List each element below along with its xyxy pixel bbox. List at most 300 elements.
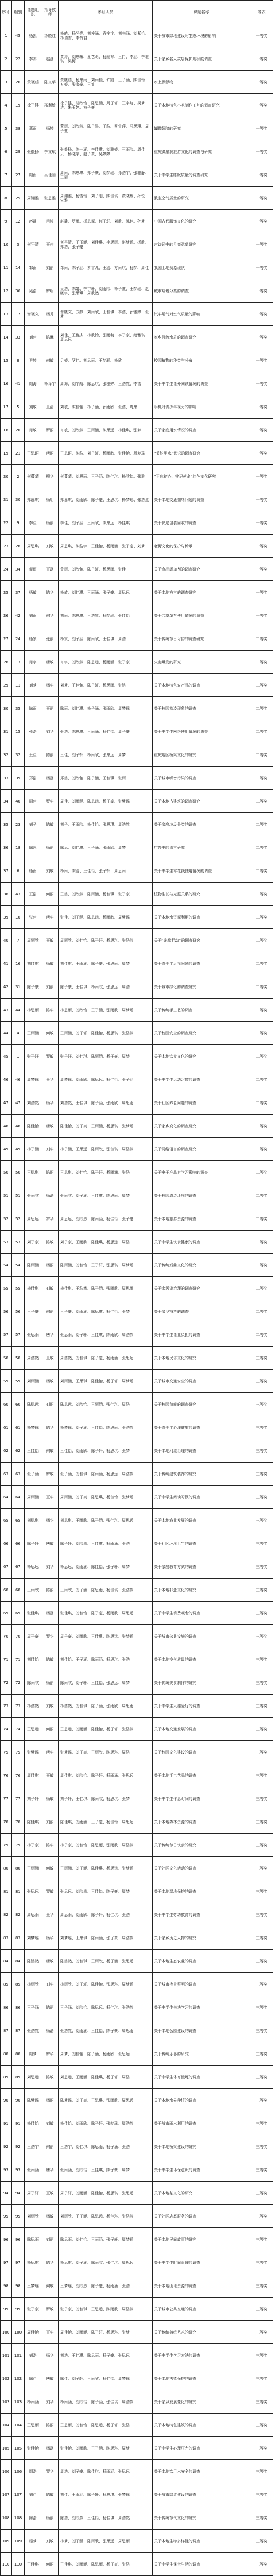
cell-topic: 关于青少年近视问题的调查 <box>153 952 250 975</box>
cell-members: 王雨欣、刘子涵、陈思雨、杨佳琪、张浩然 <box>59 1579 153 1602</box>
cell-leader: 刘敏 <box>25 395 41 419</box>
cell-advisor: 王华 <box>41 2321 59 2344</box>
cell-group: 76 <box>12 1764 25 1787</box>
table-row <box>1 1625 273 1648</box>
cell-advisor: 杨磊 <box>41 1184 59 1207</box>
cell-leader: 徐子健 <box>25 94 41 117</box>
table-row <box>1 187 273 210</box>
cell-award: 二等奖 <box>250 1115 273 1138</box>
cell-number: 81 <box>1 1880 12 1903</box>
cell-advisor: 杨婷 <box>41 117 59 140</box>
cell-topic: 家乡河流水质的调查研究 <box>153 326 250 349</box>
table-row <box>1 674 273 697</box>
cell-group: 4 <box>12 1022 25 1045</box>
cell-members: 陈雨欣、刘子轩、王佳怡、张思远、周梦 <box>59 1671 153 1695</box>
cell-leader: 尹婷 <box>25 349 41 372</box>
cell-award: 三等奖 <box>250 1903 273 1926</box>
cell-group: 47 <box>12 1091 25 1115</box>
cell-members: 王佳、刘子轩、杨雨欣、张思远、周梦 <box>59 743 153 767</box>
table-row <box>1 1509 273 1532</box>
cell-advisor: 李文斌 <box>41 140 59 163</box>
cell-members: 陈子豪、王佳琪、杨雨欣、张思远、周浩 <box>59 975 153 999</box>
cell-advisor: 杨丽 <box>41 2089 59 2112</box>
cell-number: 94 <box>1 2182 12 2205</box>
cell-number: 5 <box>1 117 12 140</box>
cell-topic: 关于本地河流治理的调查 <box>153 1439 250 1463</box>
cell-number: 41 <box>1 952 12 975</box>
cell-advisor: 杨华 <box>41 1509 59 1532</box>
cell-topic: 关于城市公共设施的调查 <box>153 1625 250 1648</box>
cell-number: 71 <box>1 1648 12 1671</box>
cell-members: 陈思远、刘欣怡、王雨涵、张佳琪、周浩 <box>59 1393 153 1416</box>
table-row <box>1 1973 273 1996</box>
header-award: 等次 <box>250 1 273 24</box>
table-row <box>1 1486 273 1509</box>
table-row <box>1 859 273 883</box>
cell-leader: 谢晓文 <box>25 303 41 326</box>
cell-award: 二等奖 <box>250 720 273 743</box>
cell-number: 75 <box>1 1741 12 1764</box>
cell-group: 30 <box>12 488 25 511</box>
cell-leader: 张雨欣 <box>25 1184 41 1207</box>
table-row <box>1 2414 273 2437</box>
cell-award: 三等奖 <box>250 2066 273 2089</box>
cell-members: 周雨涵、刘子豪、陈思琪、杨佳怡、张梦瑶 <box>59 1486 153 1509</box>
cell-leader: 陈子豪 <box>25 975 41 999</box>
table-row <box>1 627 273 651</box>
cell-number: 22 <box>1 511 12 535</box>
table-row <box>1 2553 273 2576</box>
cell-members: 陈雨涵、刘佳怡、王子轩、张思琪、周梦瑶 <box>59 1254 153 1277</box>
cell-award: 二等奖 <box>250 697 273 720</box>
cell-award: 二等奖 <box>250 1068 273 1091</box>
cell-number: 35 <box>1 813 12 836</box>
cell-award: 二等奖 <box>250 813 273 836</box>
table-row <box>1 1161 273 1184</box>
cell-advisor: 陈文华 <box>41 71 59 94</box>
cell-award: 一等奖 <box>250 488 273 511</box>
cell-members: 周梦、刘佳怡、陈子涵、杨雨欣、张思远 <box>59 2042 153 2066</box>
cell-group: 70 <box>12 1625 25 1648</box>
cell-members: 王子涵、刘欣怡、陈思远、杨佳琪、张浩然 <box>59 1996 153 2019</box>
cell-award: 三等奖 <box>250 2390 273 2414</box>
cell-leader: 杨凯 <box>25 24 41 47</box>
cell-topic: 关于城市交通安全的调查 <box>153 1370 250 1393</box>
table-row <box>1 1300 273 1323</box>
table-row <box>1 140 273 163</box>
table-row <box>1 1787 273 1810</box>
cell-leader: 周思琪 <box>25 535 41 558</box>
cell-number: 62 <box>1 1439 12 1463</box>
table-row <box>1 535 273 558</box>
cell-advisor: 杨丽 <box>41 1254 59 1277</box>
cell-group: 41 <box>12 372 25 395</box>
cell-award: 一等奖 <box>250 349 273 372</box>
cell-number: 44 <box>1 1022 12 1045</box>
cell-award: 二等奖 <box>250 975 273 999</box>
cell-group: 63 <box>12 1463 25 1486</box>
cell-award: 一等奖 <box>250 535 273 558</box>
cell-award: 二等奖 <box>250 1091 273 1115</box>
cell-leader: 张雨涵 <box>25 2158 41 2182</box>
header-topic: 课题名称 <box>153 1 250 24</box>
cell-advisor: 王华 <box>41 1903 59 1926</box>
cell-members: 杨梦、刘子涵、陈雨欣、张思远、周思雨 <box>59 2530 153 2553</box>
cell-number: 84 <box>1 1950 12 1973</box>
cell-topic: 广告中的语言研究 <box>153 836 250 859</box>
cell-advisor: 唐敏 <box>41 1950 59 1973</box>
cell-topic: 关于本地交通拥堵问题的调查 <box>153 488 250 511</box>
cell-award: 二等奖 <box>250 1277 273 1300</box>
cell-members: 周梦瑶、刘雨欣、陈思远、杨佳怡、张子涵 <box>59 1068 153 1091</box>
cell-topic: 我国土地资源现状 <box>153 256 250 279</box>
cell-leader: 陈雨欣 <box>25 1671 41 1695</box>
cell-group: 68 <box>12 1579 25 1602</box>
cell-group: 22 <box>12 47 25 71</box>
cell-members: 张浩然、刘雨涵、王佳怡、陈子豪、周思雨 <box>59 2019 153 2042</box>
cell-advisor: 刘华 <box>41 1973 59 1996</box>
cell-group: 107 <box>12 2483 25 2506</box>
cell-leader: 杨梦 <box>25 2530 41 2553</box>
table-row <box>1 1718 273 1741</box>
cell-leader: 刘子轩 <box>25 1787 41 1810</box>
table-row <box>1 1950 273 1973</box>
cell-leader: 何平清 <box>25 233 41 256</box>
cell-group: 61 <box>12 1416 25 1439</box>
cell-number: 8 <box>1 187 12 210</box>
cell-members: 张佳怡、刘雨欣、王子涵、陈思琪、周梦 <box>59 2437 153 2460</box>
table-row <box>1 2344 273 2367</box>
cell-topic: 关于本地饮用水安全的调查 <box>153 2460 250 2483</box>
cell-number: 21 <box>1 488 12 511</box>
cell-topic: 火山爆发的研究 <box>153 651 250 674</box>
cell-award: 三等奖 <box>250 1996 273 2019</box>
cell-advisor: 王磊 <box>41 558 59 581</box>
cell-members: 王思琪、刘佳怡、陈子轩、杨雨涵、张浩 <box>59 1161 153 1184</box>
cell-award: 三等奖 <box>250 2182 273 2205</box>
cell-leader: 王浩 <box>25 883 41 906</box>
cell-members: 王雨涵、刘子轩、陈佳怡、杨思琪、张浩然 <box>59 1022 153 1045</box>
cell-advisor: 刘敏 <box>41 859 59 883</box>
cell-members: 刘浩、王佳琪、陈思雨、杨子豪、张思远 <box>59 2344 153 2367</box>
cell-topic: 关于城市雨水利用的调查 <box>153 2112 250 2135</box>
cell-advisor: 杨丽 <box>41 836 59 859</box>
cell-leader: 张佳怡 <box>25 2437 41 2460</box>
cell-group: 46 <box>12 1068 25 1091</box>
cell-topic: 关于家乡变化的调查研究 <box>153 1115 250 1138</box>
cell-number: 101 <box>1 2344 12 2367</box>
cell-number: 49 <box>1 1138 12 1161</box>
cell-group: 1 <box>12 1045 25 1068</box>
table-row <box>1 1695 273 1718</box>
cell-group: 102 <box>12 2367 25 2390</box>
cell-members: 陈佳、刘子轩、王雨欣、杨佳怡、周梦瑶 <box>59 2367 153 2390</box>
cell-topic: 关于社区志愿服务的调查 <box>153 2205 250 2228</box>
cell-group: 87 <box>12 2019 25 2042</box>
cell-topic: 重庆洪崖洞旅游文化的调查与研究 <box>153 140 250 163</box>
cell-number: 18 <box>1 419 12 442</box>
cell-leader: 周雨欣 <box>25 929 41 952</box>
cell-advisor: 罗敏 <box>41 1045 59 1068</box>
cell-number: 2 <box>1 47 12 71</box>
cell-advisor: 刘华 <box>41 1138 59 1161</box>
cell-topic: 关于校园欺凌现象的调查 <box>153 697 250 720</box>
cell-topic: 关于中学生课外阅读情况的调查 <box>153 372 250 395</box>
cell-number: 17 <box>1 395 12 419</box>
cell-topic: 关于城市夜景照明的调查 <box>153 1973 250 1996</box>
table-row <box>1 929 273 952</box>
cell-number: 38 <box>1 883 12 906</box>
cell-group: 90 <box>12 2089 25 2112</box>
cell-number: 60 <box>1 1393 12 1416</box>
cell-group: 9 <box>12 511 25 535</box>
cell-number: 68 <box>1 1579 12 1602</box>
cell-number: 45 <box>1 1045 12 1068</box>
cell-award: 三等奖 <box>250 2158 273 2182</box>
cell-advisor: 刘华 <box>41 720 59 743</box>
cell-advisor: 何丽 <box>41 2135 59 2158</box>
cell-group: 13 <box>12 651 25 674</box>
cell-leader: 杨雨 <box>25 859 41 883</box>
cell-award: 三等奖 <box>250 1648 273 1671</box>
cell-number: 87 <box>1 2019 12 2042</box>
cell-topic: 关于食品添加剂的调查研究 <box>153 558 250 581</box>
table-row <box>1 2089 273 2112</box>
cell-group: 44 <box>12 999 25 1022</box>
table-row <box>1 720 273 743</box>
cell-topic: 关于共享单车使用情况的调查 <box>153 604 250 627</box>
cell-leader: 王雨涵 <box>25 1857 41 1880</box>
cell-topic: 关于快递包装回收的调查 <box>153 511 250 535</box>
cell-group: 27 <box>12 163 25 187</box>
cell-leader: 张思雨 <box>25 1323 41 1347</box>
cell-topic: 关于本地方言的调查研究 <box>153 581 250 604</box>
table-row <box>1 2228 273 2251</box>
cell-topic: 关于中学生心理压力的调查 <box>153 2437 250 2460</box>
cell-award: 三等奖 <box>250 2506 273 2530</box>
cell-award: 三等奖 <box>250 2483 273 2506</box>
cell-group: 58 <box>12 1347 25 1370</box>
cell-award: 一等奖 <box>250 94 273 117</box>
cell-topic: 关于家庭用水情况的调查 <box>153 419 250 442</box>
cell-group: 35 <box>12 697 25 720</box>
cell-leader: 周思远 <box>25 1207 41 1231</box>
table-row <box>1 303 273 326</box>
cell-advisor: 张思雅 <box>41 187 59 210</box>
cell-topic: 关于传统节日习俗的调查研究 <box>153 627 250 651</box>
cell-number: 77 <box>1 1787 12 1810</box>
cell-members: 刘雨欣、王子涵、陈思远、杨佳琪、张浩然 <box>59 2205 153 2228</box>
cell-award: 二等奖 <box>250 1254 273 1277</box>
cell-number: 79 <box>1 1834 12 1857</box>
cell-members: 陈子轩、刘欣然、王佳琪、杨雨涵、张浩 <box>59 1532 153 1555</box>
table-row <box>1 2530 273 2553</box>
cell-award: 三等奖 <box>250 2460 273 2483</box>
cell-number: 105 <box>1 2437 12 2460</box>
cell-members: 董雨、刘欣然、陈子墨、王浩、罗雪莲、马思琪、周子萱 <box>59 117 153 140</box>
cell-leader: 刘子豪 <box>25 1231 41 1254</box>
table-row <box>1 2321 273 2344</box>
cell-advisor: 杨泽宇 <box>41 372 59 395</box>
table-row <box>1 2251 273 2274</box>
cell-award: 二等奖 <box>250 1323 273 1347</box>
cell-group: 17 <box>12 303 25 326</box>
cell-number: 31 <box>1 720 12 743</box>
cell-award: 三等奖 <box>250 1880 273 1903</box>
cell-advisor: 何敏 <box>41 1022 59 1045</box>
cell-group: 72 <box>12 1671 25 1695</box>
cell-advisor: 陈丽 <box>41 1996 59 2019</box>
cell-topic: 关于传统建筑装饰的研究 <box>153 1463 250 1486</box>
cell-advisor: 陈敏 <box>41 813 59 836</box>
cell-award: 二等奖 <box>250 1138 273 1161</box>
cell-number: 88 <box>1 2042 12 2066</box>
cell-leader: 陈思远 <box>25 1393 41 1416</box>
cell-topic: 关于本地交通发展的调查 <box>153 1718 250 1741</box>
table-row <box>1 1207 273 1231</box>
table-row <box>1 1347 273 1370</box>
cell-members: 张子涵、刘佳琪、陈雨涵、杨思远、周浩然 <box>59 1463 153 1486</box>
cell-group: 104 <box>12 2414 25 2437</box>
cell-leader: 杨子涵 <box>25 1138 41 1161</box>
cell-group: 15 <box>12 720 25 743</box>
cell-members: 刘敏、陈佳怡、杨子涵、孙雨欣、张浩、周思 <box>59 395 153 419</box>
cell-topic: 关于城市噪音污染的调查 <box>153 767 250 790</box>
table-row <box>1 71 273 94</box>
cell-leader: 周雨涵 <box>25 1486 41 1509</box>
cell-advisor: 唐敏 <box>41 2367 59 2390</box>
cell-topic: 城市垃圾分类的调查 <box>153 279 250 303</box>
cell-advisor: 罗敏 <box>41 1880 59 1903</box>
cell-number: 93 <box>1 2158 12 2182</box>
cell-advisor: 王华 <box>41 1068 59 1091</box>
cell-leader: 周子豪 <box>25 1625 41 1648</box>
cell-award: 一等奖 <box>250 465 273 488</box>
cell-number: 27 <box>1 627 12 651</box>
cell-leader: 刘雨涵 <box>25 1370 41 1393</box>
cell-group: 3 <box>12 233 25 256</box>
cell-members: 刘佳、王雨涵、陈子轩、杨思琪、张梦瑶 <box>59 2483 153 2506</box>
cell-advisor: 杨磊 <box>41 2437 59 2460</box>
cell-award: 三等奖 <box>250 1370 273 1393</box>
cell-group: 79 <box>12 1834 25 1857</box>
cell-members: 杨子涵、王思远、陈雨欣、张佳琪、周浩然 <box>59 1138 153 1161</box>
cell-topic: 关于中学生运动习惯的调查 <box>153 1068 250 1091</box>
cell-group: 32 <box>12 743 25 767</box>
cell-group: 81 <box>12 1880 25 1903</box>
cell-advisor: 杨磊 <box>41 2019 59 2042</box>
cell-members: 吴浩、陈婧、李宇轩、刘雨欣、杨子萱、王梦瑶、赵晓宇、张思琪、周欣然 <box>59 279 153 303</box>
table-row <box>1 1277 273 1300</box>
table-row <box>1 2483 273 2506</box>
cell-group: 59 <box>12 1370 25 1393</box>
cell-advisor: 唐华 <box>41 1741 59 1764</box>
cell-number: 52 <box>1 1207 12 1231</box>
table-row <box>1 233 273 256</box>
cell-award: 一等奖 <box>250 303 273 326</box>
cell-advisor: 罗华 <box>41 790 59 813</box>
cell-members: 李佳、刘子涵、王雨欣、陈思远、杨佳琪 <box>59 511 153 535</box>
cell-award: 三等奖 <box>250 1532 273 1555</box>
cell-members: 肖敏、刘欣然、王雨涵、陈思远、杨佳琪、张梦 <box>59 419 153 442</box>
cell-members: 刘佳琪、王雨涵、陈子豪、张思雨、周梦 <box>59 952 153 975</box>
cell-topic: 关于本地民俗文化的研究 <box>153 1347 250 1370</box>
cell-number: 6 <box>1 140 12 163</box>
cell-group: 51 <box>12 1184 25 1207</box>
cell-number: 106 <box>1 2460 12 2483</box>
cell-number: 92 <box>1 2135 12 2158</box>
cell-leader: 王佳琪 <box>25 2553 41 2576</box>
table-row <box>1 1439 273 1463</box>
cell-leader: 周子轩 <box>25 2182 41 2205</box>
cell-award: 三等奖 <box>250 2251 273 2274</box>
table-row <box>1 2066 273 2089</box>
cell-members: 黄晓茹、杨思雨、刘雨佳、许凯、王子涵、陈佳怡、方婷、张家豪、王睿 <box>59 71 153 94</box>
cell-award: 三等奖 <box>250 1695 273 1718</box>
cell-group: 108 <box>12 2506 25 2530</box>
header-group: 组别 <box>12 1 25 24</box>
cell-members: 张子轩、刘佳琪、陈雨涵、杨子豪、周梦 <box>59 1045 153 1068</box>
cell-award: 三等奖 <box>250 1671 273 1695</box>
cell-group: 39 <box>12 767 25 790</box>
cell-topic: 关于校园周边环境的调查 <box>153 1184 250 1207</box>
cell-number: 82 <box>1 1903 12 1926</box>
cell-advisor: 陈敏 <box>41 1231 59 1254</box>
table-row <box>1 743 273 767</box>
cell-topic: 老街文化的保护与传承 <box>153 535 250 558</box>
cell-advisor: 唐华 <box>41 1323 59 1347</box>
cell-number: 76 <box>1 1764 12 1787</box>
table-row <box>1 1532 273 1555</box>
table-row <box>1 2112 273 2135</box>
cell-number: 24 <box>1 558 12 581</box>
cell-leader: 郑嘉琪 <box>25 488 41 511</box>
cell-topic: 关于中学生课余生活的调查 <box>153 2553 250 2576</box>
table-row <box>1 1555 273 1579</box>
cell-group: 40 <box>12 790 25 813</box>
cell-number: 98 <box>1 2274 12 2298</box>
cell-number: 74 <box>1 1718 12 1741</box>
table-row <box>1 999 273 1022</box>
cell-advisor: 杨磊 <box>41 767 59 790</box>
cell-topic: 关于家乡特产的调查 <box>153 1300 250 1323</box>
cell-award: 一等奖 <box>250 47 273 71</box>
cell-number: 78 <box>1 1810 12 1834</box>
cell-topic: 关于城市绿化的调查研究 <box>153 975 250 999</box>
cell-leader: 周海 <box>25 372 41 395</box>
cell-number: 16 <box>1 372 12 395</box>
cell-members: 陈浩、刘欣然、王佳怡、杨佳琪、周浩然 <box>59 2506 153 2530</box>
cell-award: 一等奖 <box>250 71 273 94</box>
cell-number: 46 <box>1 1068 12 1091</box>
cell-leader: 张子豪 <box>25 2298 41 2321</box>
cell-leader: 张佳 <box>25 906 41 929</box>
cell-number: 104 <box>1 2414 12 2437</box>
table-row <box>1 2437 273 2460</box>
cell-number: 72 <box>1 1671 12 1695</box>
cell-award: 一等奖 <box>250 372 273 395</box>
cell-advisor: 何敏 <box>41 2274 59 2298</box>
cell-advisor: 刘敏 <box>41 1277 59 1300</box>
cell-advisor: 陈华 <box>41 1834 59 1857</box>
cell-number: 39 <box>1 906 12 929</box>
cell-group: 69 <box>12 1602 25 1625</box>
cell-advisor: 罗丽 <box>41 419 59 442</box>
cell-group: 56 <box>12 1300 25 1323</box>
cell-topic: 关于本地古镇保护的调查 <box>153 2367 250 2390</box>
table-body <box>1 24 273 2576</box>
table-row <box>1 256 273 279</box>
